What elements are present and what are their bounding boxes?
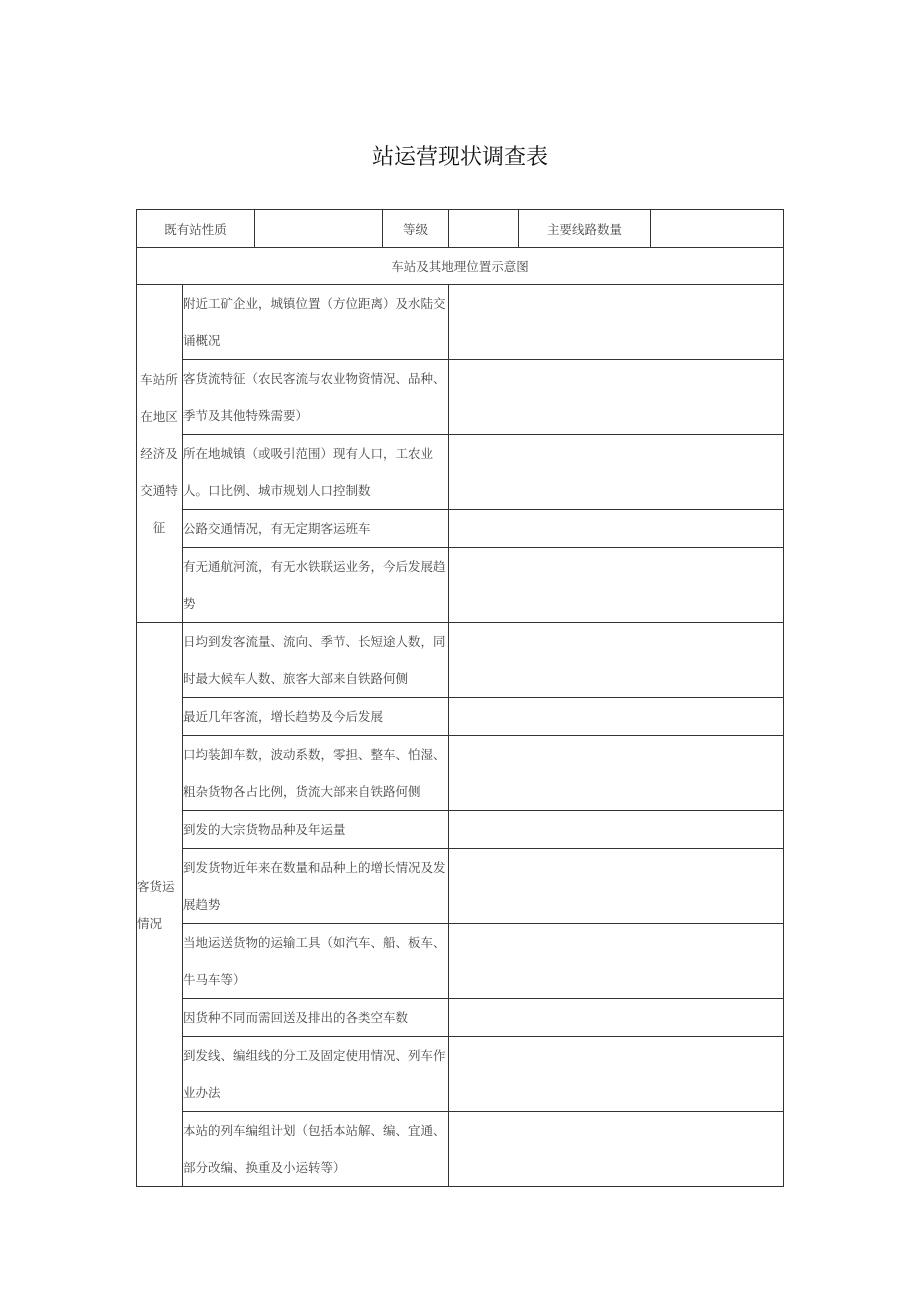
group-label-text: 车站所在地区经济及交通特征 xyxy=(140,372,178,535)
answer-field[interactable] xyxy=(449,698,784,736)
answer-field[interactable] xyxy=(449,811,784,849)
table-row xyxy=(137,999,784,1037)
table-row xyxy=(137,736,784,811)
answer-field[interactable] xyxy=(449,285,784,360)
table-row xyxy=(137,924,784,999)
question-cell: 日均到发客流量、流向、季节、长短途人数，同时最大候车人数、旅客大部来自铁路何侧 xyxy=(183,623,449,698)
group-label-economy xyxy=(137,285,183,623)
answer-field[interactable] xyxy=(449,548,784,623)
answer-field[interactable] xyxy=(449,849,784,924)
table-row xyxy=(137,360,784,435)
table-row xyxy=(137,849,784,924)
answer-field[interactable] xyxy=(449,736,784,811)
answer-field[interactable] xyxy=(449,924,784,999)
question-cell: 所在地城镇（或吸引范围）现有人口，工农业人。口比例、城市规划人口控制数 xyxy=(183,435,449,510)
question-cell: 口均装卸车数，波动系数，零担、整车、怕湿、粗杂货物各占比例，货流大部来自铁路何侧 xyxy=(183,736,449,811)
grade-field[interactable] xyxy=(449,210,519,248)
station-nature-label: 既有站性质 xyxy=(137,210,255,248)
question-cell: 公路交通情况，有无定期客运班车 xyxy=(183,510,449,548)
survey-table xyxy=(136,209,784,1187)
answer-field[interactable] xyxy=(449,360,784,435)
table-row xyxy=(137,623,784,698)
answer-field[interactable] xyxy=(449,510,784,548)
group-label-text: 客货运情况 xyxy=(137,878,175,931)
question-cell: 最近几年客流，增长趋势及今后发展 xyxy=(183,698,449,736)
question-cell: 附近工矿企业，城镇位置（方位距离）及水陆交诵概况 xyxy=(183,285,449,360)
page-title: 站运营现状调查表 xyxy=(371,145,548,170)
question-cell: 客货流特征（农民客流与农业物资情况、品种、季节及其他特殊需要） xyxy=(183,360,449,435)
table-row xyxy=(137,698,784,736)
station-nature-field[interactable] xyxy=(255,210,383,248)
answer-field[interactable] xyxy=(449,435,784,510)
map-row-label: 车站及其地理位置示意图 xyxy=(137,248,784,285)
answer-field[interactable] xyxy=(449,1112,784,1187)
table-row xyxy=(137,1037,784,1112)
question-cell: 本站的列车编组计划（包括本站解、编、宜通、部分改编、换重及小运转等） xyxy=(183,1112,449,1187)
grade-label: 等级 xyxy=(383,210,449,248)
group-label-traffic xyxy=(137,623,183,1187)
answer-field[interactable] xyxy=(449,623,784,698)
table-row xyxy=(137,1112,784,1187)
main-lines-label: 主要线路数量 xyxy=(519,210,651,248)
table-row xyxy=(137,811,784,849)
answer-field[interactable] xyxy=(449,1037,784,1112)
table-row xyxy=(137,548,784,623)
question-cell: 有无通航河流，有无水铁联运业务，今后发展趋势 xyxy=(183,548,449,623)
answer-field[interactable] xyxy=(449,999,784,1037)
main-lines-field[interactable] xyxy=(651,210,784,248)
table-row xyxy=(137,285,784,360)
question-cell: 因货种不同而需回送及排出的各类空车数 xyxy=(183,999,449,1037)
question-cell: 到发线、编组线的分工及固定使用情况、列车作业办法 xyxy=(183,1037,449,1112)
table-row xyxy=(137,510,784,548)
map-row xyxy=(137,248,784,285)
question-cell: 当地运送货物的运输工具（如汽车、船、板车、牛马车等） xyxy=(183,924,449,999)
table-row xyxy=(137,435,784,510)
question-cell: 到发的大宗货物品种及年运量 xyxy=(183,811,449,849)
header-row xyxy=(137,210,784,248)
question-cell: 到发货物近年来在数量和品种上的增长情况及发展趋势 xyxy=(183,849,449,924)
